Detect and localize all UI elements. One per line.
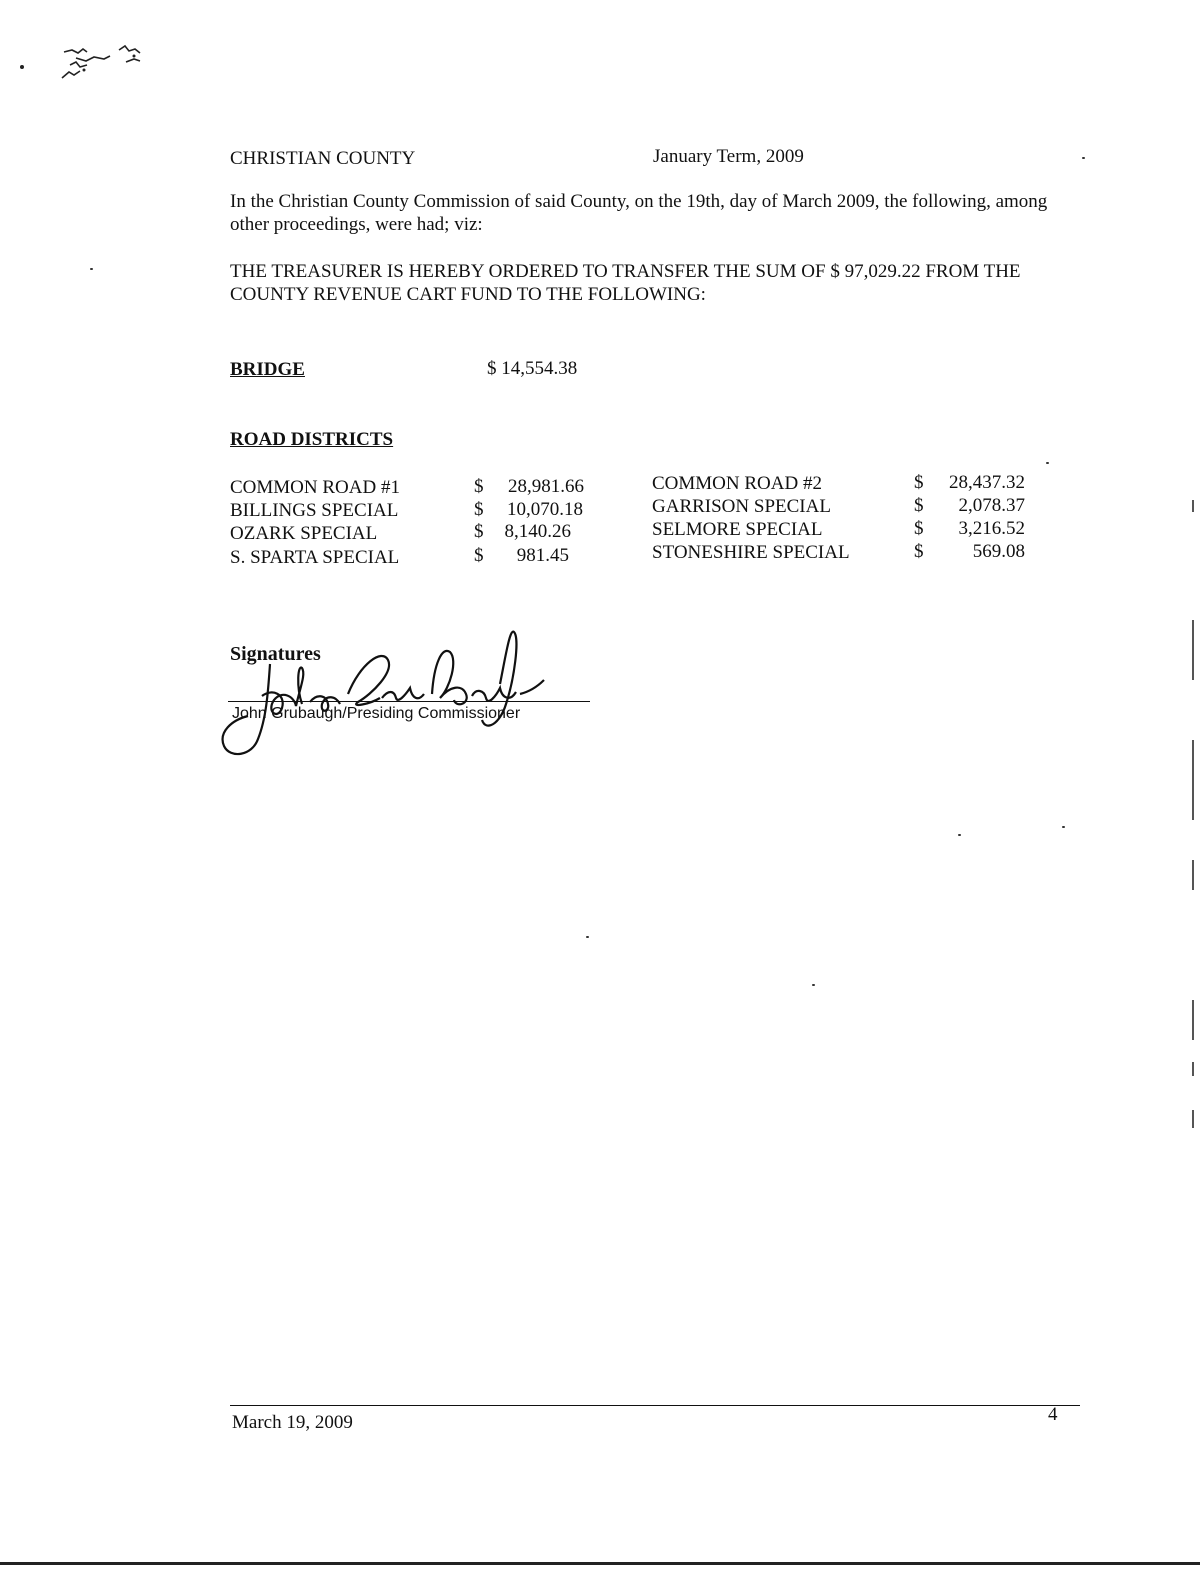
- scan-edge-mark: [1192, 620, 1194, 680]
- road-districts-heading: ROAD DISTRICTS: [230, 429, 394, 450]
- scan-bottom-border: [0, 1562, 1200, 1565]
- currency-sign: $: [474, 476, 484, 497]
- intro-paragraph: In the Christian County Commission of said County, on the 19th, day of March 2009, the following, among other proceedings, were had; viz:: [230, 191, 1048, 235]
- district-amount: 8,140.26: [504, 521, 571, 542]
- footer-date: March 19, 2009: [232, 1412, 353, 1433]
- currency-sign: $: [914, 495, 924, 516]
- scan-speck: [1046, 462, 1049, 464]
- footer-line: [230, 1405, 1080, 1406]
- district-amount: 28,981.66: [508, 476, 584, 497]
- scan-speck: [586, 936, 589, 938]
- scan-speck: [812, 984, 815, 986]
- district-amount: 981.45: [516, 545, 569, 566]
- district-amount: 3,216.52: [958, 518, 1025, 539]
- scan-edge-mark: [1192, 860, 1194, 890]
- scan-speck: [1062, 826, 1065, 828]
- currency-sign: $: [914, 472, 924, 493]
- scan-edge-mark: [1192, 1110, 1194, 1128]
- term-label: January Term, 2009: [653, 146, 804, 167]
- district-name: BILLINGS SPECIAL: [230, 500, 399, 521]
- scan-edge-mark: [1192, 740, 1194, 820]
- district-amount: 10,070.18: [507, 499, 583, 520]
- transfer-order: THE TREASURER IS HEREBY ORDERED TO TRANSFER THE SUM OF $ 97,029.22 FROM THE COUNTY REVENUE CART FUND TO THE FOLLOWING:: [230, 261, 1021, 305]
- scan-smudge-mark: [14, 40, 164, 90]
- district-amount: 28,437.32: [949, 472, 1025, 493]
- scan-speck: [958, 834, 961, 836]
- district-amount: 2,078.37: [958, 495, 1025, 516]
- district-name: COMMON ROAD #2: [652, 473, 822, 494]
- district-name: GARRISON SPECIAL: [652, 496, 831, 517]
- currency-sign: $: [914, 518, 924, 539]
- scan-edge-mark: [1192, 1062, 1194, 1076]
- currency-sign: $: [474, 521, 484, 542]
- currency-sign: $: [474, 545, 484, 566]
- currency-sign: $: [474, 499, 484, 520]
- currency-sign: $: [914, 541, 924, 562]
- signatures-heading: Signatures: [230, 643, 321, 665]
- bridge-amount: $ 14,554.38: [487, 358, 578, 379]
- county-name: CHRISTIAN COUNTY: [230, 148, 416, 169]
- scan-speck: [1082, 157, 1085, 159]
- scan-edge-mark: [1192, 500, 1194, 512]
- bridge-label: BRIDGE: [230, 359, 305, 380]
- district-name: SELMORE SPECIAL: [652, 519, 823, 540]
- district-name: COMMON ROAD #1: [230, 477, 400, 498]
- district-name: S. SPARTA SPECIAL: [230, 547, 400, 568]
- handwritten-signature: [210, 624, 560, 764]
- scan-speck: [90, 268, 93, 270]
- page-number: 4: [1048, 1404, 1058, 1425]
- district-amount: 569.08: [972, 541, 1025, 562]
- district-name: STONESHIRE SPECIAL: [652, 542, 850, 563]
- district-name: OZARK SPECIAL: [230, 523, 378, 544]
- scan-edge-mark: [1192, 1000, 1194, 1040]
- signer-caption: John Grubaugh/Presiding Commissioner: [232, 705, 521, 722]
